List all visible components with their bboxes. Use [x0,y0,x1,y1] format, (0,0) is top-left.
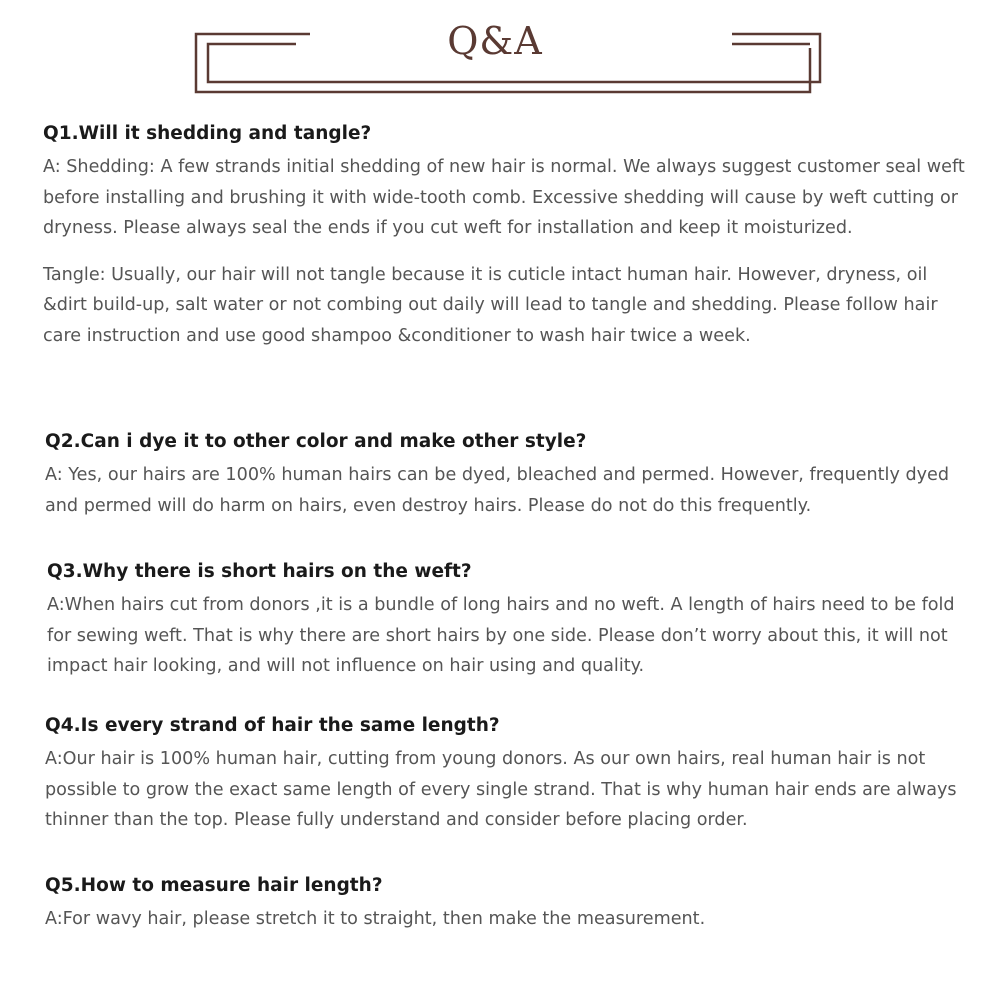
faq-answer-1-tangle: Tangle: Usually, our hair will not tangle because it is cuticle intact human hair. However, dryness, oil &dirt build-up, salt water or not combing out daily will lead to tangle and shedding. Please follow hair care instruction and use good shampoo &conditioner to wash hair twice a week. [43,264,938,346]
faq-item-4 [45,712,980,836]
faq-answer-5: A:For wavy hair, please stretch it to straight, then make the measurement. [45,909,706,929]
faq-question-4: Q4.Is every strand of hair the same length? [45,715,500,736]
faq-answer-1-shedding: A: Shedding: A few strands initial shedding of new hair is normal. We always suggest customer seal weft before installing and brushing it with wide-tooth comb. Excessive shedding will cause by weft cutting or dryness. Please always seal the ends if you cut weft for installation and keep it moisturized. [43,157,965,238]
faq-question-5: Q5.How to measure hair length? [45,875,383,896]
faq-answer-4: A:Our hair is 100% human hair, cutting from young donors. As our own hairs, real human hair is not possible to grow the exact same length of every single strand. That is why human hair ends are always thinner than the top. Please fully understand and consider before placing order. [45,749,957,830]
faq-question-2: Q2.Can i dye it to other color and make other style? [45,431,587,452]
faq-item-2 [45,428,980,521]
faq-question-3: Q3.Why there is short hairs on the weft? [47,561,472,582]
faq-item-1 [43,120,973,351]
faq-question-1: Q1.Will it shedding and tangle? [43,123,372,144]
qa-header [0,0,1000,100]
faq-item-5 [45,872,975,935]
faq-answer-2: A: Yes, our hairs are 100% human hairs can be dyed, bleached and permed. However, frequently dyed and permed will do harm on hairs, even destroy hairs. Please do not do this frequently. [45,465,950,516]
page-title: Q&A [447,19,543,63]
faq-answer-3: A:When hairs cut from donors ,it is a bundle of long hairs and no weft. A length of hairs need to be fold for sewing weft. That is why there are short hairs by one side. Please don’t worry about this, it will not impact hair looking, and will not influence on hair using and quality. [47,595,955,676]
faq-item-3 [47,558,972,682]
